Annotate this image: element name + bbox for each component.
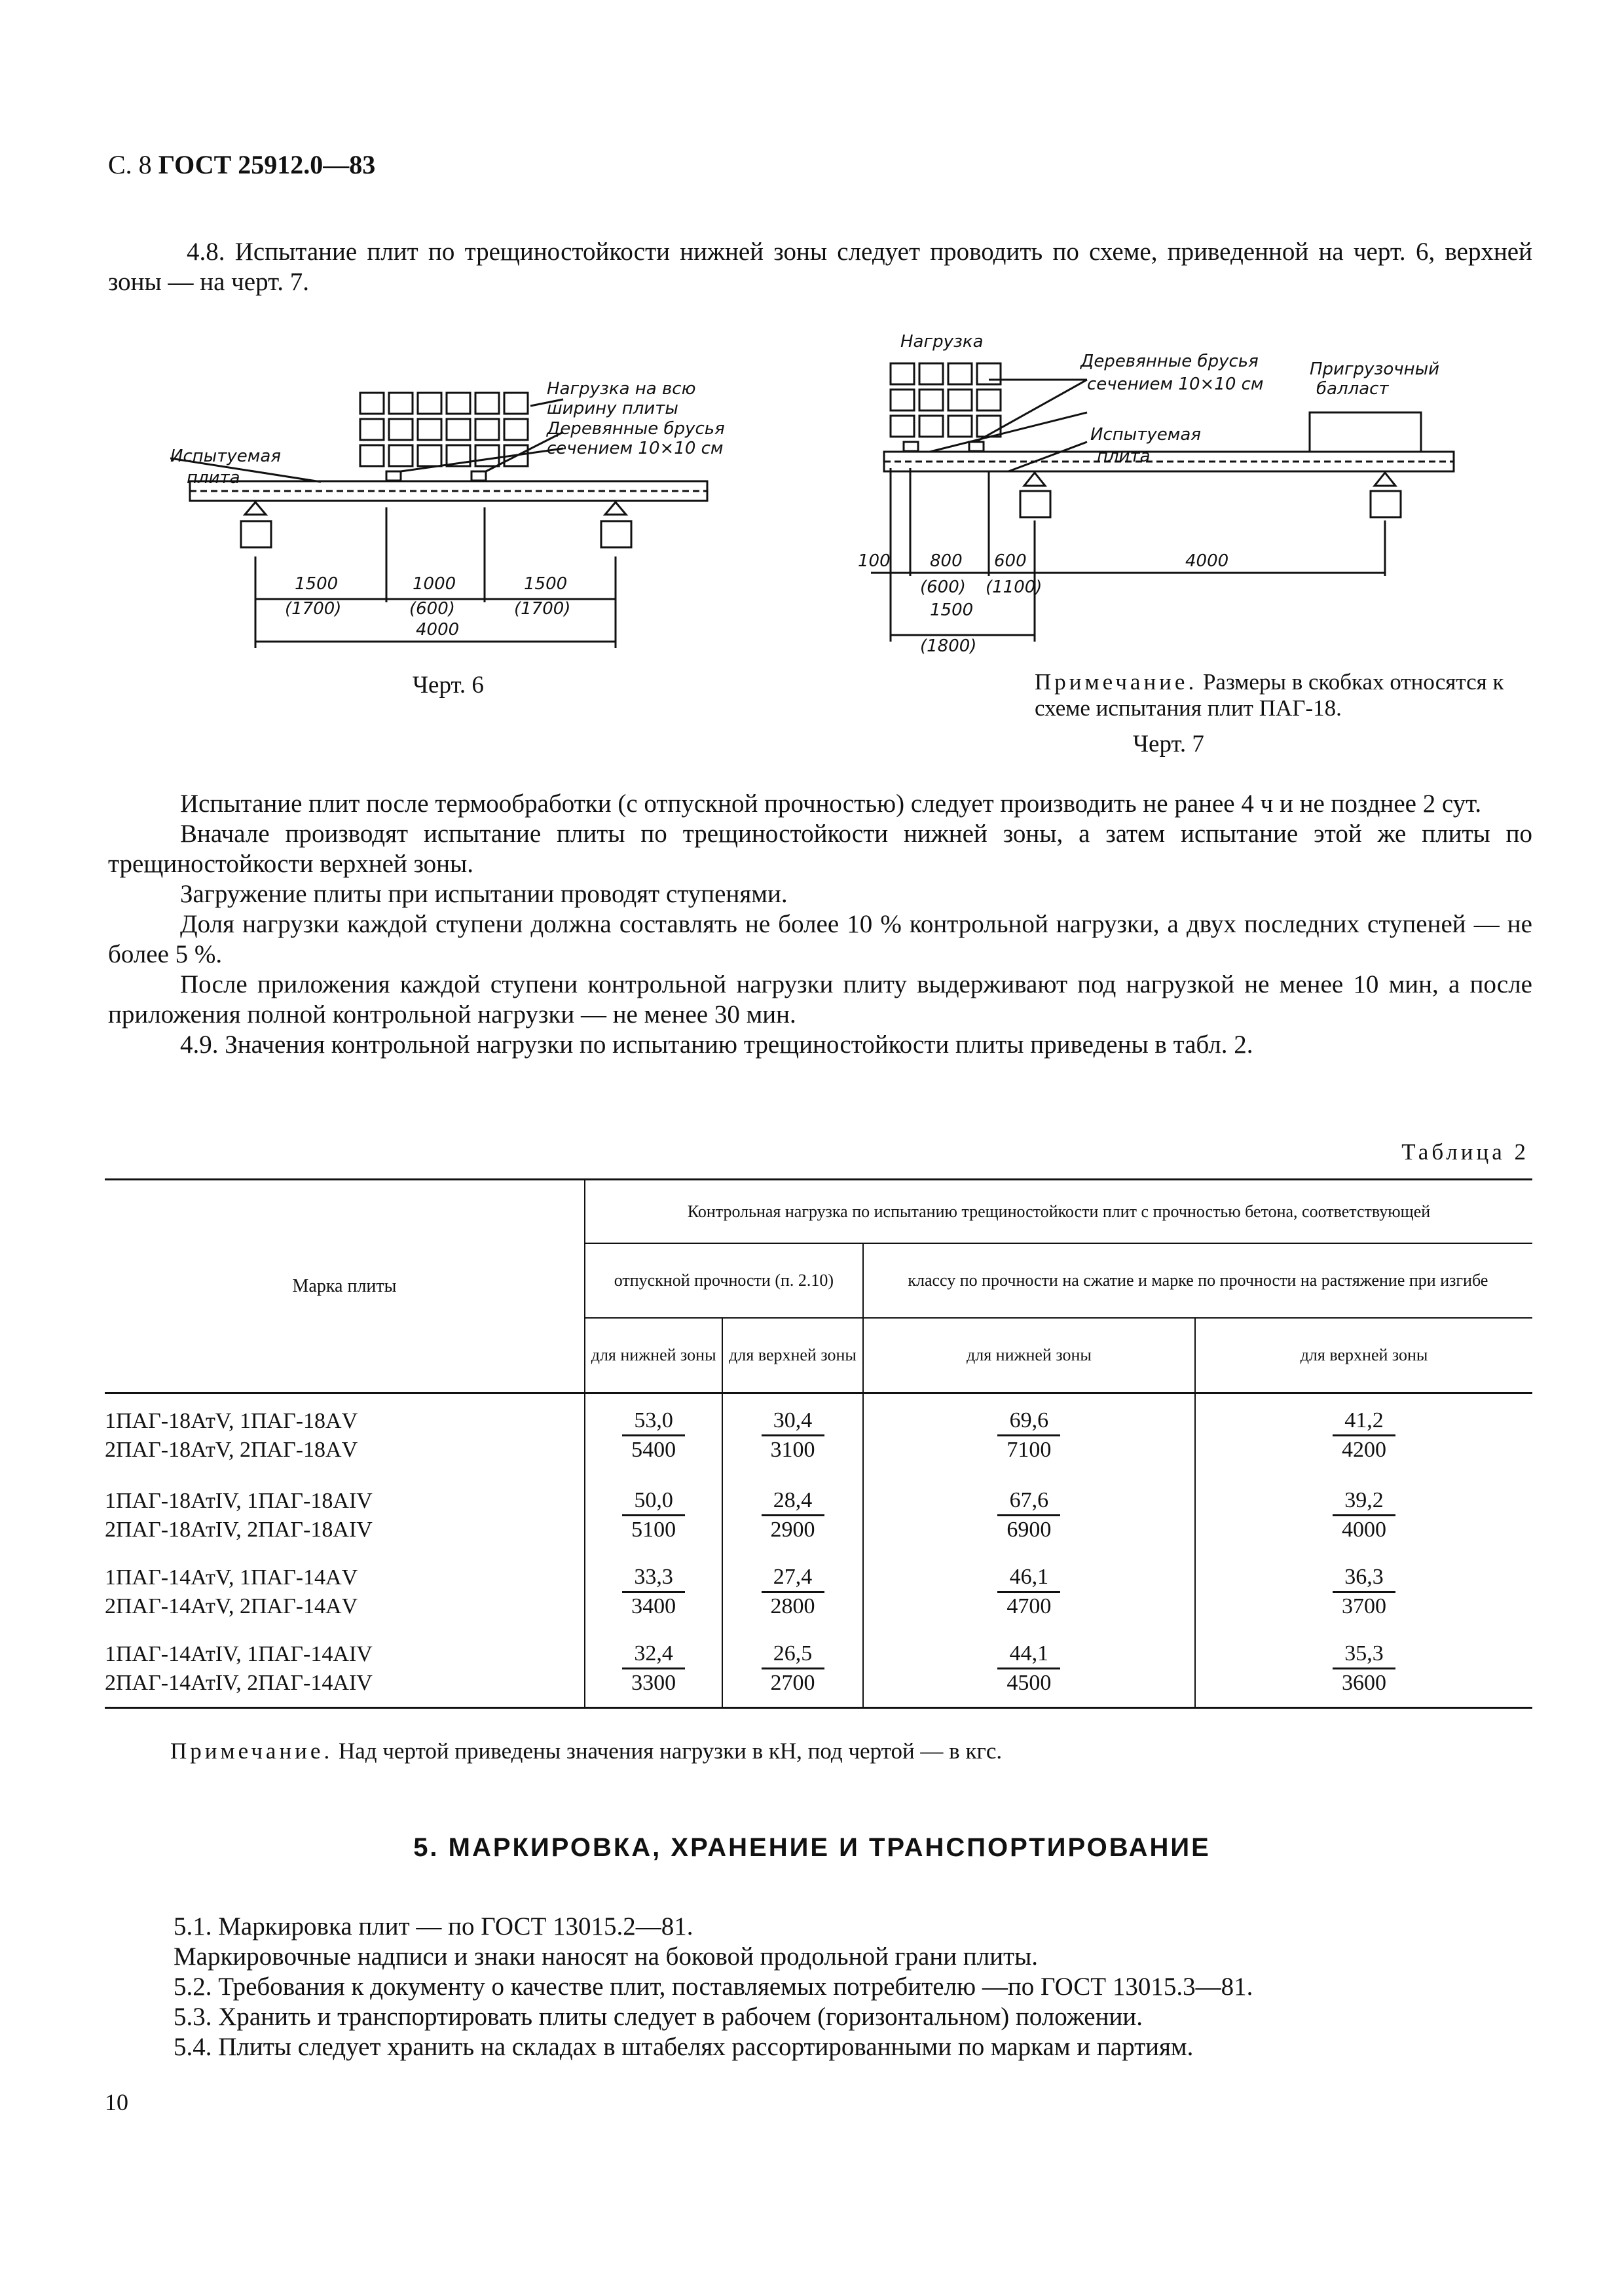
value-kn: 44,1 — [997, 1640, 1060, 1669]
table-caption: Таблица 2 — [1401, 1139, 1529, 1165]
value-kn: 41,2 — [1333, 1407, 1395, 1436]
body-paragraphs — [108, 789, 1532, 1060]
brand-line: 2ПАГ-14АтIV, 2ПАГ-14АIV — [105, 1670, 373, 1695]
table-row — [105, 1630, 1532, 1708]
value-kn: 26,5 — [762, 1640, 824, 1669]
table-row — [105, 1477, 1532, 1554]
section-5-line: 5.1. Маркировка плит — по ГОСТ 13015.2—81. — [174, 1912, 693, 1941]
fig7-label-plate: Испытуемая — [1090, 425, 1201, 445]
fig7-label-ballast-2: балласт — [1316, 379, 1389, 399]
zone-low-header: для нижней зоны — [863, 1318, 1195, 1393]
brand-line: 2ПАГ-18АтIV, 2ПАГ-18АIV — [105, 1517, 373, 1542]
value-kgs: 3600 — [1342, 1671, 1387, 1695]
brand-line: 2ПАГ-18АтV, 2ПАГ-18АV — [105, 1437, 358, 1462]
table-note — [170, 1738, 1532, 1764]
group-header: Контрольная нагрузка по испытанию трещиностойкости плит с прочностью бетона, соответствующей — [585, 1180, 1532, 1244]
section-5-line: 5.4. Плиты следует хранить на складах в штабелях рассортированными по маркам и партиям. — [174, 2033, 1194, 2061]
value-kgs: 2900 — [770, 1518, 815, 1542]
table-row — [105, 1554, 1532, 1630]
table-note-text: Над чертой приведены значения нагрузки в кН, под чертой — в кгс. — [338, 1738, 1003, 1764]
value-kn: 50,0 — [622, 1487, 685, 1516]
value-kn: 69,6 — [997, 1407, 1060, 1436]
value-kgs: 4000 — [1342, 1518, 1387, 1542]
value-kgs: 4500 — [1006, 1671, 1052, 1695]
section-5-line: Маркировочные надписи и знаки наносят на боковой продольной грани плиты. — [174, 1942, 1039, 1971]
fig7-label-load: Нагрузка — [900, 332, 984, 352]
fig7-label-plate-2: плита — [1097, 446, 1151, 466]
fig6-dim-3: 1500 — [524, 574, 568, 594]
value-kgs: 3700 — [1342, 1594, 1387, 1618]
fig7-label-beams: Деревянные брусья — [1080, 352, 1259, 371]
zone-high-header: для верхней зоны — [1300, 1345, 1428, 1364]
zone-low-header: для нижней зоны — [585, 1318, 722, 1393]
value-kn: 35,3 — [1333, 1640, 1395, 1669]
fig6-dim-1b: (1700) — [285, 599, 342, 619]
section-5-line: 5.3. Хранить и транспортировать плиты следует в рабочем (горизонтальном) положении. — [174, 2003, 1143, 2031]
fig6-label-plate: Испытуемая — [170, 446, 281, 466]
section-5-body — [108, 1912, 1532, 2062]
value-kgs: 5400 — [631, 1438, 676, 1462]
value-kn: 39,2 — [1333, 1487, 1395, 1516]
zone-high-header: для верхней зоны — [722, 1318, 862, 1393]
paragraph-4-9: 4.9. Значения контрольной нагрузки по испытанию трещиностойкости плиты приведены в табл. 2. — [180, 1030, 1253, 1059]
sub-header-release: отпускной прочности (п. 2.10) — [585, 1243, 863, 1318]
value-kn: 32,4 — [622, 1640, 685, 1669]
brand-line: 2ПАГ-14АтV, 2ПАГ-14АV — [105, 1594, 358, 1618]
paragraph: Вначале производят испытание плиты по трещиностойкости нижней зоны, а затем испытание этой же плиты по трещиностойкости верхней зоны. — [108, 820, 1532, 878]
section-5-title: 5. МАРКИРОВКА, ХРАНЕНИЕ И ТРАНСПОРТИРОВАНИЕ — [413, 1833, 1211, 1862]
fig6-label-plate-2: плита — [187, 468, 240, 488]
value-kgs: 3300 — [631, 1671, 676, 1695]
figure-7-note-label: Примечание. — [1035, 669, 1198, 695]
table-row — [105, 1393, 1532, 1478]
page-prefix: С. 8 — [108, 150, 152, 179]
value-kn: 27,4 — [762, 1563, 824, 1593]
figure-7-caption: Черт. 7 — [1133, 731, 1204, 757]
value-kgs: 4200 — [1342, 1438, 1387, 1462]
figure-7-note — [1035, 669, 1532, 721]
page-number: 10 — [105, 2089, 128, 2115]
value-kgs: 5100 — [631, 1518, 676, 1542]
fig6-dim-2b: (600) — [409, 599, 455, 619]
fig7-dim-1: 800 — [930, 551, 963, 571]
fig7-label-ballast: Пригрузочный — [1310, 359, 1440, 379]
fig6-dim-2: 1000 — [413, 574, 456, 594]
value-kn: 67,6 — [997, 1487, 1060, 1516]
value-kgs: 2800 — [770, 1594, 815, 1618]
value-kn: 33,3 — [622, 1563, 685, 1593]
value-kgs: 3100 — [770, 1438, 815, 1462]
fig6-label-load-2: ширину плиты — [547, 399, 678, 418]
figure-7-note-text: Размеры в скобках относятся к схеме испытания плит ПАГ-18. — [1035, 669, 1504, 721]
fig6-label-beams-2: сечением 10×10 см — [547, 439, 724, 458]
table-note-label: Примечание. — [170, 1738, 333, 1764]
page-header — [108, 149, 375, 180]
fig7-dim-1b: (600) — [920, 577, 966, 597]
paragraph: После приложения каждой ступени контрольной нагрузки плиту выдерживают под нагрузкой не менее 10 мин, а после приложения полной контрольной нагрузки — не менее 30 мин. — [108, 970, 1532, 1029]
fig6-dim-total: 4000 — [416, 620, 460, 640]
fig6-dim-3b: (1700) — [514, 599, 571, 619]
fig7-dim-0: 100 — [858, 551, 891, 571]
fig7-dim-4b: (1800) — [920, 636, 977, 656]
figure-6-caption: Черт. 6 — [413, 672, 484, 699]
paragraph: Загружение плиты при испытании проводят ступенями. — [180, 880, 788, 908]
figure-6-diagram — [170, 367, 727, 668]
value-kgs: 4700 — [1006, 1594, 1052, 1618]
standard-number: ГОСТ 25912.0—83 — [158, 150, 376, 179]
table-2 — [105, 1178, 1532, 1709]
fig7-label-beams-2: сечением 10×10 см — [1087, 374, 1264, 394]
fig6-dim-1: 1500 — [295, 574, 339, 594]
fig6-label-load: Нагрузка на всю — [547, 379, 696, 399]
fig7-dim-2: 600 — [994, 551, 1027, 571]
value-kgs: 6900 — [1006, 1518, 1052, 1542]
sub-header-class: классу по прочности на сжатие и марке по прочности на растяжение при изгибе — [863, 1243, 1532, 1318]
figure-7-diagram — [858, 327, 1467, 661]
fig7-dim-2b: (1100) — [986, 577, 1043, 597]
value-kgs: 3400 — [631, 1594, 676, 1618]
brand-line: 1ПАГ-18АтV, 1ПАГ-18АV — [105, 1408, 358, 1433]
value-kgs: 7100 — [1006, 1438, 1052, 1462]
value-kn: 53,0 — [622, 1407, 685, 1436]
brand-line: 1ПАГ-14АтIV, 1ПАГ-14АIV — [105, 1641, 373, 1666]
paragraph: Испытание плит после термообработки (с отпускной прочностью) следует производить не ранее 4 ч и не позднее 2 сут. — [180, 790, 1482, 818]
col-brand-header: Марка плиты — [105, 1180, 585, 1393]
value-kn: 46,1 — [997, 1563, 1060, 1593]
brand-line: 1ПАГ-18АтIV, 1ПАГ-18АIV — [105, 1488, 373, 1513]
paragraph: Доля нагрузки каждой ступени должна составлять не более 10 % контрольной нагрузки, а двух последних ступеней — не более 5 %. — [108, 910, 1532, 968]
value-kn: 28,4 — [762, 1487, 824, 1516]
fig6-label-beams: Деревянные брусья — [547, 419, 725, 439]
section-5-line: 5.2. Требования к документу о качестве плит, поставляемых потребителю —по ГОСТ 13015.3—81. — [174, 1973, 1253, 2001]
fig7-dim-3: 4000 — [1185, 551, 1229, 571]
value-kn: 30,4 — [762, 1407, 824, 1436]
brand-line: 1ПАГ-14АтV, 1ПАГ-14АV — [105, 1565, 358, 1590]
fig7-dim-4: 1500 — [930, 600, 974, 620]
paragraph-4-8: 4.8. Испытание плит по трещиностойкости нижней зоны следует проводить по схеме, приведенной на черт. 6, верхней зоны — на черт. 7. — [108, 238, 1532, 296]
value-kn: 36,3 — [1333, 1563, 1395, 1593]
value-kgs: 2700 — [770, 1671, 815, 1695]
